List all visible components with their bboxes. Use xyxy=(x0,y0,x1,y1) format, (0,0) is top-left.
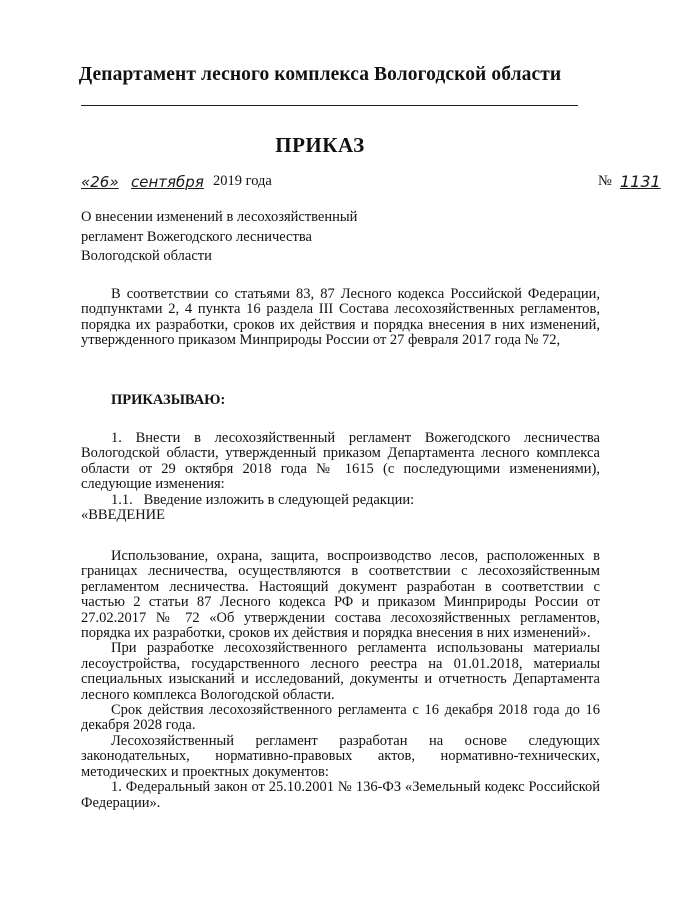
handwritten-month: сентября xyxy=(131,173,204,191)
preamble-paragraph: В соответствии со статьями 83, 87 Лесного кодекса Российской Федерации, подпунктами 2, 4 пункта 16 раздела III Состава лесохозяйственных регламентов, порядка их разработки, сроков их действия и порядка внесения в них изменений, утвержденного приказом Минприроды России от 27 февраля 2017 года № 72, xyxy=(81,286,600,349)
subject-line: регламент Вожегодского лесничества xyxy=(81,228,312,245)
year-text: 2019 года xyxy=(213,173,272,189)
subject-line: О внесении изменений в лесохозяйственный xyxy=(81,209,358,225)
body-paragraph: Срок действия лесохозяйственного регламента с 16 декабря 2018 года до 16 декабря 2028 года. xyxy=(81,702,600,734)
item-1-1: 1.1. Введение изложить в следующей редакции: xyxy=(111,491,415,508)
preamble-block xyxy=(81,287,600,349)
body-paragraph: При разработке лесохозяйственного регламента использованы материалы лесоустройства, государственного лесного реестра на 01.01.2018, материалы специальных изысканий и исследований, документы и отчетность Департамента лесного комплекса Вологодской области. xyxy=(81,640,600,703)
body-paragraph: 1. Федеральный закон от 25.10.2001 № 136-ФЗ «Земельный кодекс Российской Федерации». xyxy=(81,779,600,811)
subject-line: Вологодской области xyxy=(81,248,212,264)
header-divider xyxy=(81,105,578,106)
body-paragraph: Лесохозяйственный регламент разработан на основе следующих законодательных, нормативно-правовых актов, нормативно-технических, методических и проектных документов: xyxy=(81,732,600,780)
introduction-body xyxy=(81,549,600,811)
handwritten-number: 1131 xyxy=(620,172,661,191)
section-title: «ВВЕДЕНИЕ xyxy=(81,507,165,524)
document-type-title: ПРИКАЗ xyxy=(275,133,365,157)
organization-header: Департамент лесного комплекса Вологодской области xyxy=(78,64,562,85)
ordering-block xyxy=(81,393,600,408)
document-subject xyxy=(81,208,357,267)
body-paragraph: Использование, охрана, защита, воспроизводство лесов, расположенных в границах лесничества, осуществляются в соответствии с лесохозяйственным регламентом лесничества. Настоящий документ разработан в соответствии с частью 2 статьи 87 Лесного кодекса РФ и приказом Минприроды России от 27.02.2017 № 72 «Об утверждении состава лесохозяйственных регламентов, порядка их разработки, сроков их действия и порядка внесения в них изменений». xyxy=(81,548,600,642)
number-sign: № xyxy=(598,173,612,189)
ordering-word: ПРИКАЗЫВАЮ: xyxy=(111,392,226,408)
item-1: 1. Внести в лесохозяйственный регламент Вожегодского лесничества Вологодской области, утвержденный приказом Департамента лесного комплекса области от 29 октября 2018 года № 1615 (с последующими изменениями), следующие изменения: xyxy=(81,430,600,493)
date-number-line xyxy=(81,172,661,195)
handwritten-day: «26» xyxy=(81,173,119,191)
main-body xyxy=(81,431,600,523)
